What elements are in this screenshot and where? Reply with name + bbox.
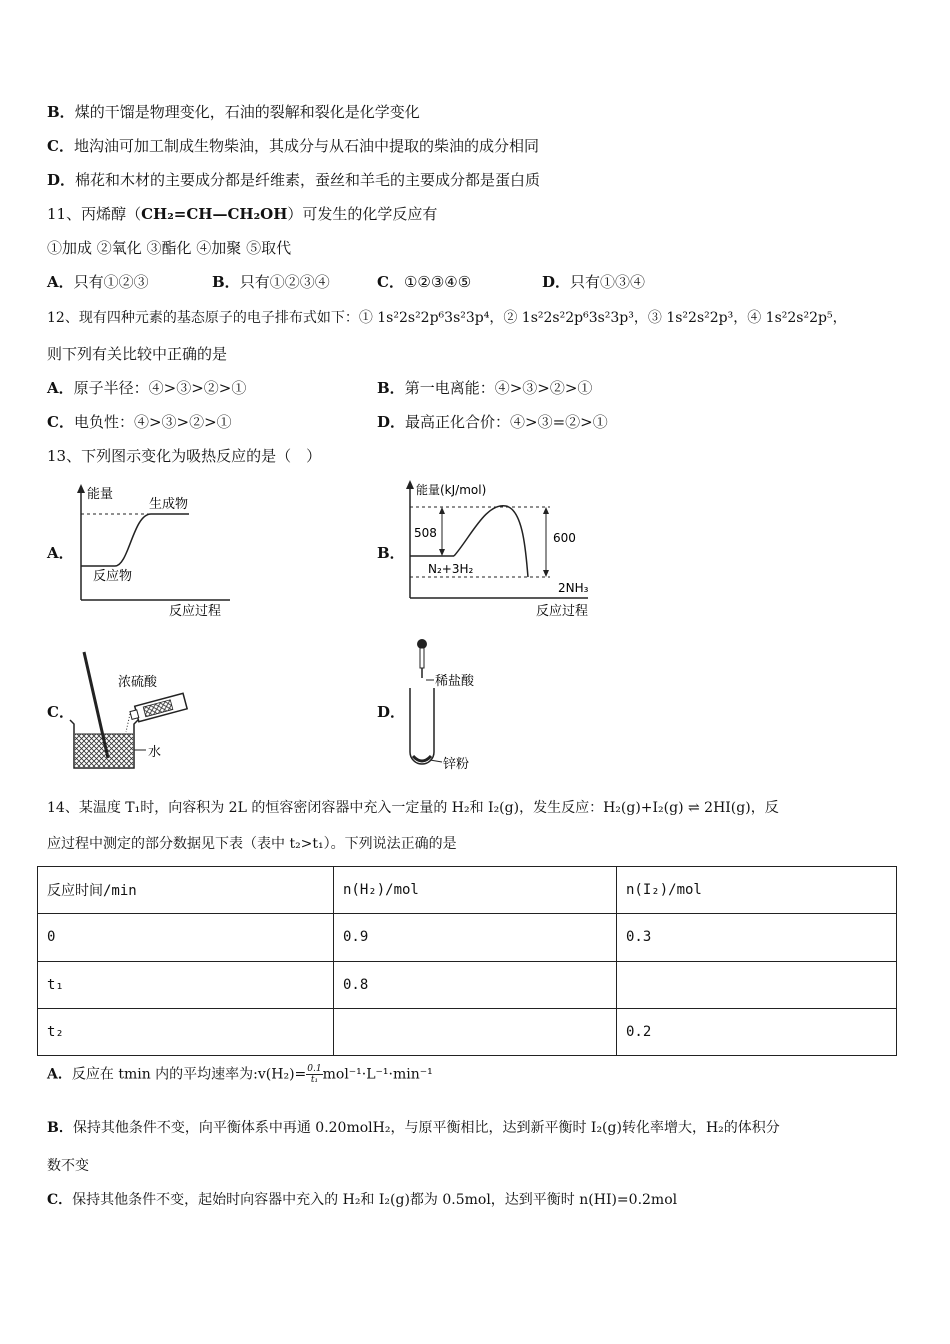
option-label: D．: [542, 273, 571, 291]
figd-zinc-label: 锌粉: [443, 757, 470, 772]
option-label: C．: [377, 273, 404, 291]
option-label: B．: [212, 273, 240, 291]
table-header-row: [38, 867, 897, 914]
option-label: C．: [47, 137, 74, 155]
option-text: 只有①②③④: [239, 273, 330, 291]
formula: CH₂=CH—CH₂OH: [141, 205, 288, 223]
arrow-down-icon: [543, 570, 549, 577]
stem-prefix: 11、丙烯醇（: [47, 205, 142, 223]
energy-curve: [81, 514, 189, 566]
q13-stem: 13、下列图示变化为吸热反应的是（ ）: [47, 447, 322, 465]
option-label: B．: [47, 103, 75, 121]
acid-stream: [126, 714, 130, 732]
option-text: 第一电离能：④>③>②>①: [404, 379, 593, 397]
q12-stem: [47, 308, 847, 328]
zinc-leader-line: [430, 760, 442, 762]
fraction-denominator: t₁: [310, 1075, 319, 1085]
q14-stem-line1: 14、某温度 T₁时，向容积为 2L 的恒容密闭容器中充入一定量的 H₂和 I₂(g)，发生反应：H₂(g)+I₂(g) ⇌ 2HI(g)，反: [47, 800, 779, 816]
q14-data-table: [37, 866, 897, 1056]
config-2: ② 1s²2s²2p⁶3s²3p³，: [503, 310, 648, 326]
q14-option-c: [47, 1190, 677, 1210]
q12-stem-line2: 则下列有关比较中正确的是: [47, 345, 228, 363]
figb-xlabel: 反应过程: [536, 604, 589, 619]
option-text: 只有①③④: [570, 273, 646, 291]
q13-label-c: C．: [47, 703, 74, 721]
config-3: ③ 1s²2s²2p³，: [647, 310, 748, 326]
option-text: ①②③④⑤: [403, 273, 472, 291]
q12-option-b: [377, 378, 592, 398]
table-cell: 0.8: [334, 961, 617, 1008]
option-label: B．: [47, 1120, 73, 1136]
q13-label-d: D．: [377, 703, 406, 721]
q14-stem-line2: 应过程中测定的部分数据见下表（表中 t₂>t₁）。下列说法正确的是: [47, 836, 457, 852]
fraction-numerator: 0.1: [307, 1064, 322, 1074]
q11-option-d: [542, 272, 645, 292]
test-tube: [410, 688, 434, 764]
figb-product-label: 2NH₃: [558, 581, 589, 595]
option-label: C．: [47, 413, 74, 431]
arrow-down-icon: [439, 549, 445, 556]
dropper-tube: [420, 648, 424, 668]
option-label: A．: [47, 1066, 72, 1083]
figc-acid-label: 浓硫酸: [118, 675, 158, 690]
table-cell: 0: [38, 914, 334, 961]
q11-stem: [47, 204, 437, 224]
option-text: 反应在 tmin 内的平均速率为:v(H₂)=: [71, 1066, 307, 1083]
option-text: 电负性：④>③>②>①: [73, 413, 232, 431]
q11-reactions: ①加成 ②氧化 ③酯化 ④加聚 ⑤取代: [47, 239, 292, 257]
table-header-cell: 反应时间/min: [38, 867, 334, 914]
q14-option-a: [47, 1064, 433, 1085]
figd-acid-label: 稀盐酸: [435, 674, 475, 689]
stem-prefix: 12、现有四种元素的基态原子的电子排布式如下：: [47, 310, 359, 326]
option-label: D．: [47, 171, 76, 189]
figb-value-left: 508: [414, 526, 437, 540]
table-row: [38, 914, 897, 961]
figure-d-test-tube: [400, 636, 510, 774]
table-cell: 0.3: [617, 914, 897, 961]
option-text: 保持其他条件不变，向平衡体系中再通 0.20molH₂，与原平衡相比，达到新平衡时 I₂(g)转化率增大，H₂的体积分: [72, 1120, 780, 1136]
rate-fraction: [306, 1064, 322, 1085]
q10-option-b: [47, 102, 420, 122]
stem-suffix: ）可发生的化学反应有: [287, 205, 438, 223]
y-axis-arrow-icon: [77, 484, 85, 493]
option-text: 棉花和木材的主要成分都是纤维素，蚕丝和羊毛的主要成分都是蛋白质: [75, 171, 541, 189]
table-cell: [617, 961, 897, 1008]
figure-a-energy-diagram: [65, 484, 235, 624]
q12-option-a: [47, 378, 246, 398]
table-cell: 0.2: [617, 1008, 897, 1055]
y-axis-arrow-icon: [406, 480, 414, 489]
config-4: ④ 1s²2s²2p⁵，: [747, 310, 847, 326]
option-text: 保持其他条件不变，起始时向容器中充入的 H₂和 I₂(g)都为 0.5mol，达到平衡时 n(HI)=0.2mol: [72, 1192, 678, 1208]
figure-b-energy-diagram: [398, 476, 598, 624]
q13-label-a: A．: [47, 544, 74, 562]
figure-c-beaker: [64, 646, 204, 774]
figb-reactant-label: N₂+3H₂: [428, 562, 474, 576]
q10-option-c: [47, 136, 539, 156]
figa-reactant-label: 反应物: [93, 569, 133, 584]
q10-option-d: [47, 170, 540, 190]
arrow-up-icon: [439, 507, 445, 514]
option-label: C．: [47, 1192, 73, 1208]
table-cell: t₂: [38, 1008, 334, 1055]
option-label: D．: [377, 413, 406, 431]
table-cell: [334, 1008, 617, 1055]
q11-option-c: [377, 272, 471, 292]
option-text: 原子半径：④>③>②>①: [73, 379, 247, 397]
figb-value-right: 600: [553, 531, 576, 545]
q12-option-d: [377, 412, 608, 432]
q14-option-b-line2: 数不变: [47, 1158, 89, 1174]
table-header-cell: n(I₂)/mol: [617, 867, 897, 914]
figc-water-label: 水: [148, 745, 162, 760]
figa-product-label: 生成物: [149, 497, 189, 512]
acid-bottle-icon: [129, 693, 187, 723]
table-row: [38, 1008, 897, 1055]
option-label: A．: [47, 379, 74, 397]
q14-option-b: [47, 1118, 780, 1138]
figa-xlabel: 反应过程: [169, 604, 222, 619]
table-row: [38, 961, 897, 1008]
q11-option-a: [47, 272, 149, 292]
option-unit: mol⁻¹·L⁻¹·min⁻¹: [322, 1066, 433, 1083]
table-header-cell: n(H₂)/mol: [334, 867, 617, 914]
arrow-up-icon: [543, 507, 549, 514]
option-text: 只有①②③: [73, 273, 149, 291]
option-text: 煤的干馏是物理变化，石油的裂解和裂化是化学变化: [74, 103, 420, 121]
figa-ylabel: 能量: [87, 487, 114, 502]
table-cell: 0.9: [334, 914, 617, 961]
q11-option-b: [212, 272, 330, 292]
figb-ylabel: 能量(kJ/mol): [416, 483, 487, 497]
option-label: B．: [377, 379, 405, 397]
option-text: 地沟油可加工制成生物柴油，其成分与从石油中提取的柴油的成分相同: [73, 137, 539, 155]
q13-label-b: B．: [377, 544, 405, 562]
option-text: 最高正化合价：④>③=②>①: [405, 413, 608, 431]
q12-option-c: [47, 412, 232, 432]
option-label: A．: [47, 273, 74, 291]
table-cell: t₁: [38, 961, 334, 1008]
config-1: ① 1s²2s²2p⁶3s²3p⁴，: [358, 310, 504, 326]
